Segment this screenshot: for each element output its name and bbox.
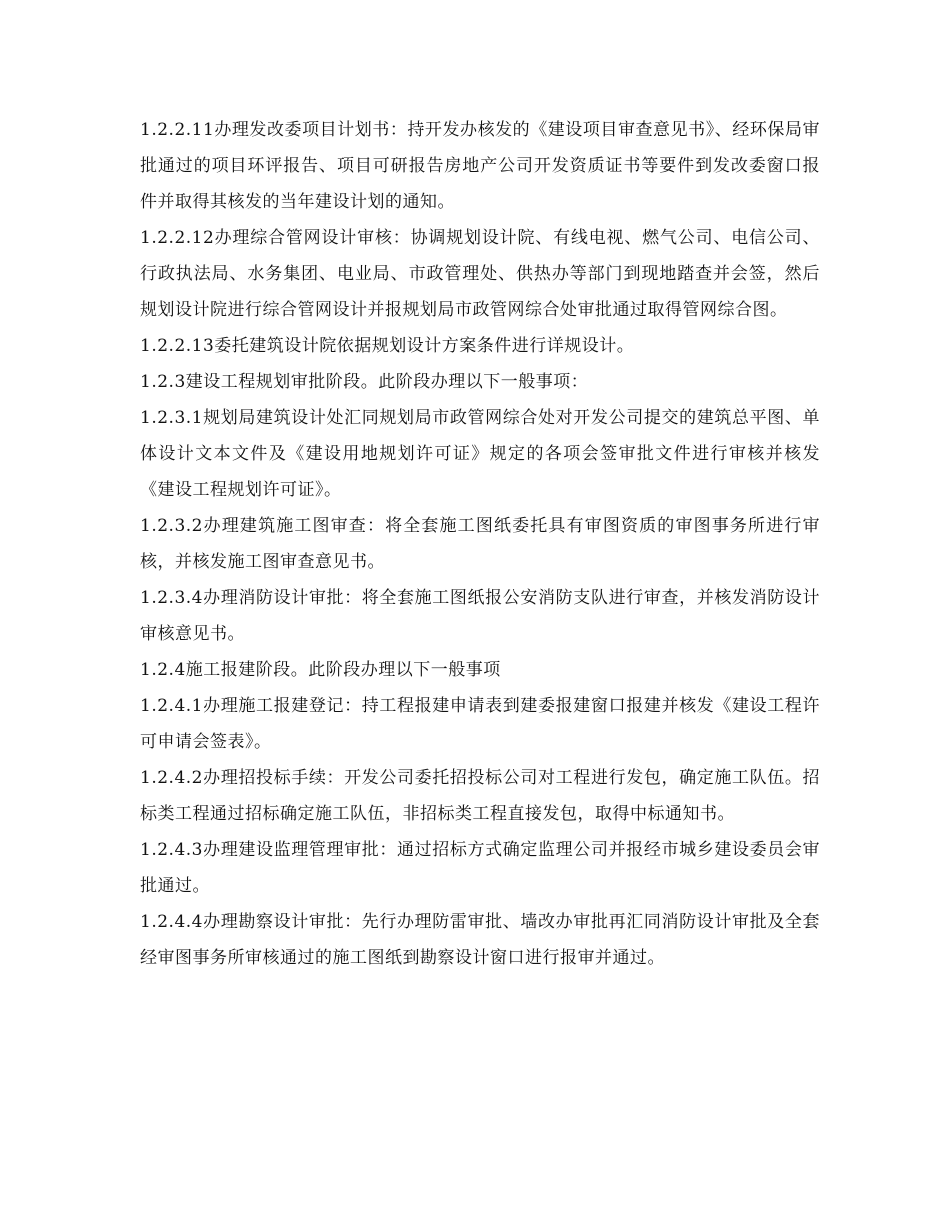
- paragraph-1-2-4-3: 1.2.4.3办理建设监理管理审批：通过招标方式确定监理公司并报经市城乡建设委员会审批通过。: [140, 840, 820, 896]
- document-body: [140, 112, 820, 976]
- paragraph-1-2-4-4: 1.2.4.4办理勘察设计审批：先行办理防雷审批、墙改办审批再汇同消防设计审批及全套经审图事务所审核通过的施工图纸到勘察设计窗口进行报审并通过。: [140, 912, 820, 968]
- paragraph-1-2-2-11: 1.2.2.11办理发改委项目计划书：持开发办核发的《建设项目审查意见书》、经环保局审批通过的项目环评报告、项目可研报告房地产公司开发资质证书等要件到发改委窗口报件并取得其核发的当年建设计划的通知。: [140, 120, 820, 212]
- section-heading-1-2-3: 1.2.3建设工程规划审批阶段。此阶段办理以下一般事项：: [140, 372, 589, 392]
- paragraph-1-2-3-4: 1.2.3.4办理消防设计审批：将全套施工图纸报公安消防支队进行审查，并核发消防设计审核意见书。: [140, 588, 820, 644]
- section-heading-1-2-4: 1.2.4施工报建阶段。此阶段办理以下一般事项: [140, 660, 501, 680]
- paragraph-1-2-4-1: 1.2.4.1办理施工报建登记：持工程报建申请表到建委报建窗口报建并核发《建设工程许可申请会签表》。: [140, 696, 820, 752]
- paragraph-1-2-3-1: 1.2.3.1规划局建筑设计处汇同规划局市政管网综合处对开发公司提交的建筑总平图、单体设计文本文件及《建设用地规划许可证》规定的各项会签审批文件进行审核并核发《建设工程规划许可证》。: [140, 408, 820, 500]
- paragraph-1-2-2-13: 1.2.2.13委托建筑设计院依据规划设计方案条件进行详规设计。: [140, 336, 635, 356]
- paragraph-1-2-3-2: 1.2.3.2办理建筑施工图审查：将全套施工图纸委托具有审图资质的审图事务所进行审核，并核发施工图审查意见书。: [140, 516, 820, 572]
- paragraph-1-2-4-2: 1.2.4.2办理招投标手续：开发公司委托招投标公司对工程进行发包，确定施工队伍。招标类工程通过招标确定施工队伍，非招标类工程直接发包，取得中标通知书。: [140, 768, 820, 824]
- paragraph-1-2-2-12: 1.2.2.12办理综合管网设计审核：协调规划设计院、有线电视、燃气公司、电信公司、行政执法局、水务集团、电业局、市政管理处、供热办等部门到现地踏查并会签，然后规划设计院进行综合管网设计并报规划局市政管网综合处审批通过取得管网综合图。: [140, 228, 820, 320]
